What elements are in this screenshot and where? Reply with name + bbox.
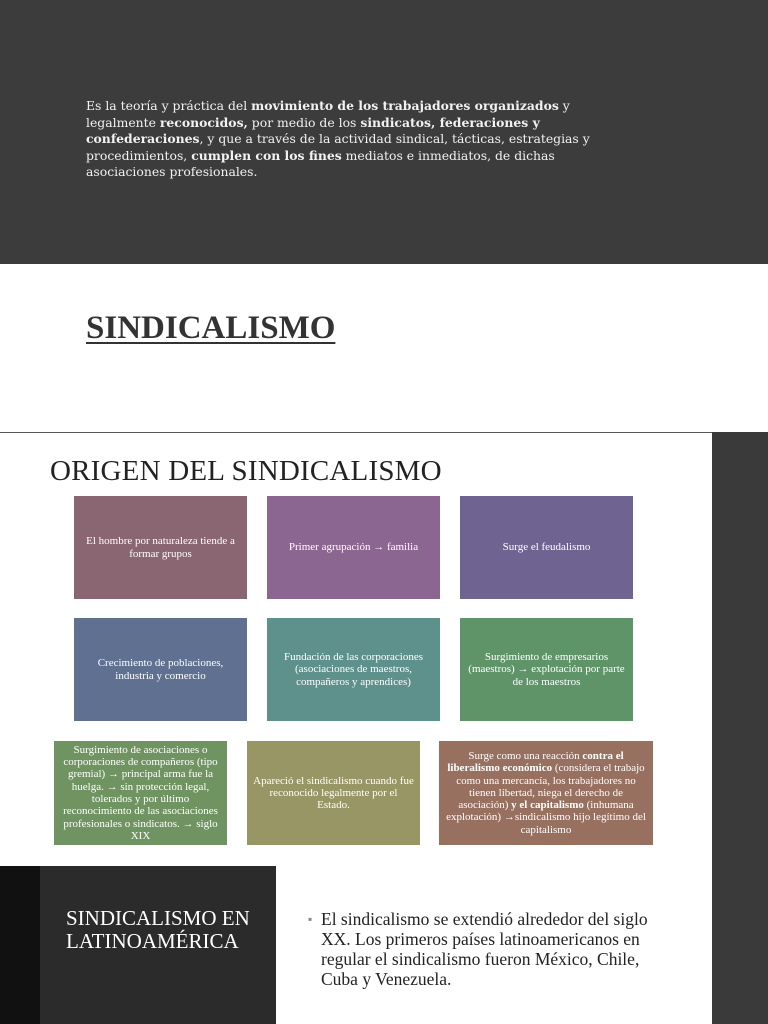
origin-box-text <box>444 750 648 836</box>
origin-box-text <box>273 651 434 688</box>
origin-box-2 <box>267 496 440 599</box>
origin-side-bar <box>712 432 768 866</box>
definition-segment: mediatos e inmediatos, de dichas asociaciones profesionales. <box>86 147 555 179</box>
origin-box-9 <box>439 741 653 845</box>
latam-bullet-text: El sindicalismo se extendió alrededor del siglo XX. Los primeros países latinoamericanos en regular el sindicalismo fueron México, Chile, Cuba y Venezuela. <box>321 909 648 989</box>
origin-box-text <box>59 744 222 842</box>
definition-segment: por medio de los <box>247 114 361 130</box>
definition-segment: Es la teoría y práctica del <box>86 98 252 113</box>
origin-box-text-segment: Surgimiento de asociaciones o corporaciones de compañeros (tipo gremial) → principal arma fue la huelga. → sin protección legal, tolerados y por último reconocimiento de las asociaciones profesionales o sindicatos. → siglo XIX <box>63 743 218 842</box>
origin-box-text <box>503 541 591 553</box>
origin-box-6 <box>460 618 633 721</box>
main-title: SINDICALISMO <box>86 310 336 346</box>
origin-box-text-segment: Fundación de las corporaciones (asociaciones de maestros, compañeros y aprendices) <box>284 651 423 688</box>
origin-box-text-segment: y el capitalismo <box>511 799 584 812</box>
origin-box-text-segment: Surge como una reacción <box>468 749 583 762</box>
origin-box-text-segment: contra el liberalismo económico <box>447 749 624 775</box>
origin-box-text <box>289 541 418 553</box>
origin-box-text-segment: Apareció el sindicalismo cuando fue reconocido legalmente por el Estado. <box>253 774 414 812</box>
origin-box-text-segment: Primer agrupación → familia <box>288 541 419 554</box>
origin-box-7 <box>54 741 227 845</box>
latam-edge-bar <box>0 866 40 1024</box>
origin-box-5 <box>267 618 440 721</box>
origin-box-8 <box>247 741 420 845</box>
latam-title: SINDICALISMO EN LATINOAMÉRICA <box>66 906 250 953</box>
definition-segment: , y que a través de la actividad sindical, tácticas, estrategias y procedimientos, <box>86 131 590 163</box>
origin-box-text <box>80 657 241 682</box>
origin-box-text-segment: El hombre por naturaleza tiende a formar grupos <box>86 535 235 560</box>
definition-segment: sindicatos, federaciones y confederaciones <box>86 114 540 146</box>
origin-box-3 <box>460 496 633 599</box>
origin-box-text-segment: Surge el feudalismo <box>502 541 591 554</box>
bullet-marker-icon: ▪ <box>308 912 313 926</box>
slide-divider <box>0 432 712 433</box>
latam-side-bar <box>712 866 768 1024</box>
origin-box-text-segment: Surgimiento de empresarios (maestros) → explotación por parte de los maestros <box>468 651 625 688</box>
origin-box-text <box>253 775 414 812</box>
origin-box-1 <box>74 496 247 599</box>
definition-segment: movimiento de los trabajadores organizados <box>251 98 559 113</box>
definition-text <box>86 98 626 181</box>
origin-box-text <box>80 535 241 560</box>
origin-box-text-segment: (considera el trabajo como una mercancía, los trabajadores no tienen libertad, niega el derecho de asociación) <box>456 762 645 812</box>
origin-box-text-segment: (inhumana explotación) →sindicalismo hijo legítimo del capitalismo <box>446 799 646 836</box>
origin-box-text <box>466 651 627 688</box>
latam-bullet <box>308 909 668 989</box>
definition-segment: cumplen con los fines <box>191 147 342 163</box>
definition-slide <box>0 0 768 264</box>
origin-box-4 <box>74 618 247 721</box>
origin-box-text-segment: Crecimiento de poblaciones, industria y comercio <box>97 657 224 682</box>
definition-segment: reconocidos, <box>159 114 248 130</box>
origin-title: ORIGEN DEL SINDICALISMO <box>50 455 442 487</box>
title-slide <box>0 264 768 432</box>
definition-segment: y legalmente <box>86 98 570 130</box>
